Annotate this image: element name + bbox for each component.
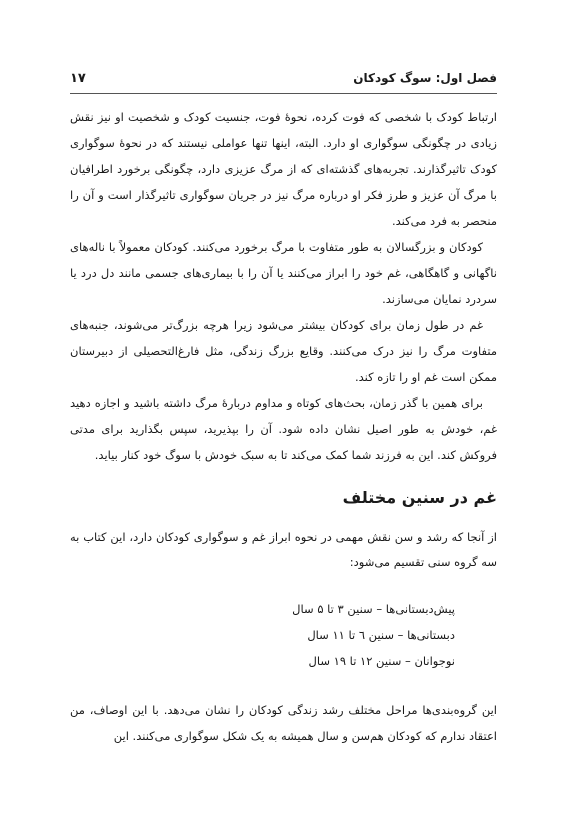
body-text xyxy=(70,104,497,468)
running-head xyxy=(70,66,497,90)
paragraph: برای همین با گذر زمان، بحث‌های کوتاه و مداوم دربارهٔ مرگ داشته باشید و اجازه دهید غم، خودش به طور اصیل نشان داده شود. آن را بپذیرید، سپس بگذارید برای مدتی فروکش کند. این به فرزند شما کمک می‌کند تا به سبک خودش با سوگ خود کنار بیاید. xyxy=(70,396,497,462)
paragraph: غم در طول زمان برای کودکان بیشتر می‌شود زیرا هرچه بزرگ‌تر می‌شوند، جنبه‌های متفاوت مرگ را نیز درک می‌کنند. وقایع بزرگ زندگی، مثل فارغ‌التحصیلی از دبیرستان ممکن است غم او را تازه کند. xyxy=(70,318,497,384)
paragraph: ارتباط کودک با شخصی که فوت کرده، نحوهٔ فوت، جنسیت کودک و شخصیت او نیز نقش زیادی در چگونگی سوگواری او دارد. البته، اینها تنها عواملی نیستند که در نحوهٔ سوگواری کودک تاثیرگذارند. تجربه‌های گذشته‌ای که از مرگ عزیزی دارد، چگونگی برخورد اطرافیان با مرگ آن عزیز و طرز فکر او درباره مرگ نیز در جریان سوگواری تاثیرگذار است و آن را منحصر به فرد می‌کند. xyxy=(70,110,497,228)
section-heading: غم در سنین مختلف xyxy=(342,488,497,507)
header-divider xyxy=(70,93,497,94)
age-group-list xyxy=(250,596,455,674)
list-item: دبستانی‌ها – سنین ٦ تا ۱۱ سال xyxy=(307,628,455,642)
section-intro: از آنجا که رشد و سن نقش مهمی در نحوه ابراز غم و سوگواری کودکان دارد، این کتاب به سه گروه سنی تقسیم می‌شود: xyxy=(70,530,497,569)
page-number: ۱۷ xyxy=(70,70,86,86)
list-item: پیش‌دبستانی‌ها – سنین ۳ تا ۵ سال xyxy=(292,602,455,616)
chapter-title: فصل اول: سوگ کودکان xyxy=(353,71,497,85)
paragraph: این گروه‌بندی‌ها مراحل مختلف رشد زندگی کودکان را نشان می‌دهد. با این اوصاف، من اعتقاد ندارم که کودکان هم‌سن و سال همیشه به یک شکل سوگواری می‌کنند. این xyxy=(70,703,497,743)
paragraph: کودکان و بزرگسالان به طور متفاوت با مرگ برخورد می‌کنند. کودکان معمولاً با ناله‌های ناگهانی و گاهگاهی، غم خود را ابراز می‌کنند یا آن را با بیماری‌های جسمی مانند دل درد یا سردرد نمایان می‌سازند. xyxy=(70,240,497,306)
list-item: نوجوانان – سنین ۱۲ تا ۱۹ سال xyxy=(308,654,455,668)
